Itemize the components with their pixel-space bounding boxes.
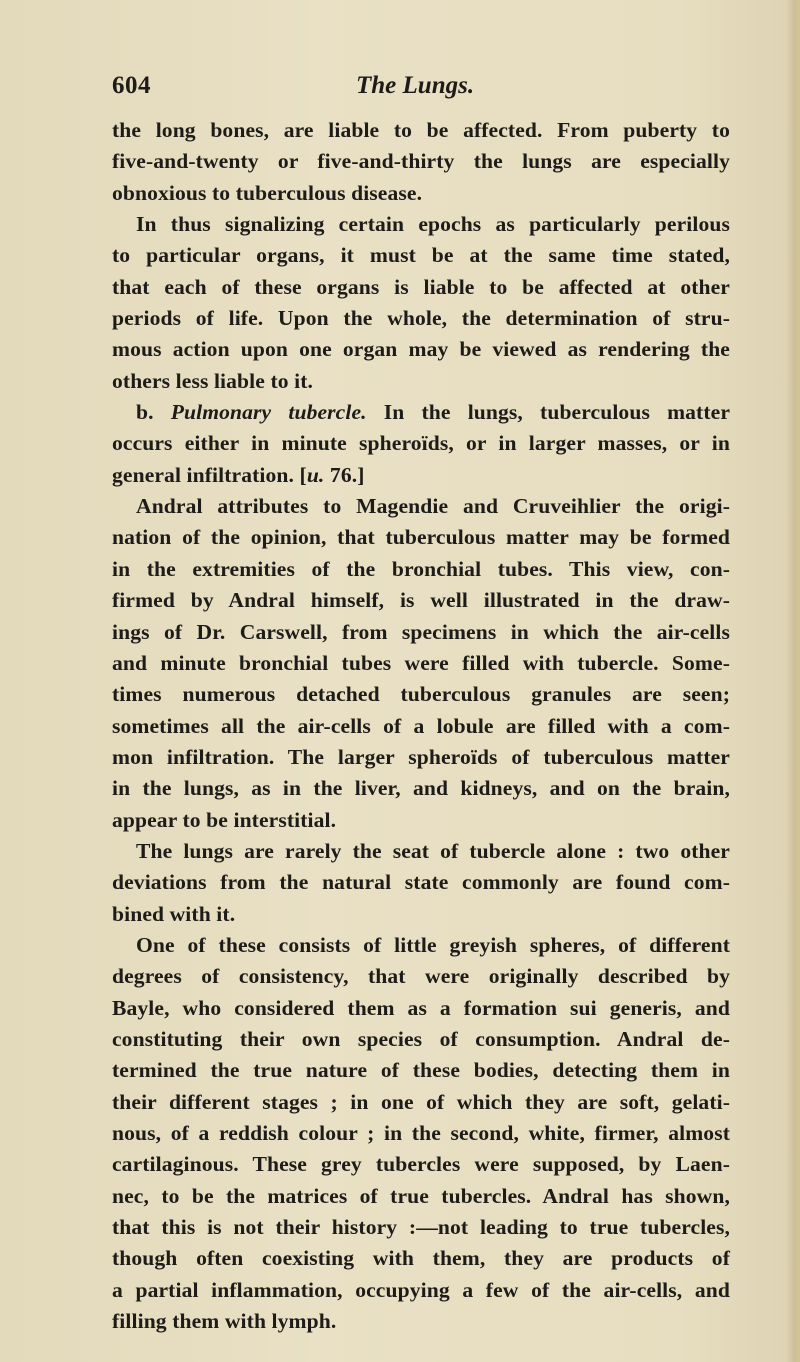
- reference-after: 76.]: [324, 462, 365, 487]
- text-line: their different stages ; in one of which they are soft, gelati-: [112, 1089, 730, 1114]
- text-line: nation of the opinion, that tuberculous matter may be formed: [112, 525, 730, 550]
- text-line: In thus signalizing certain epochs as particularly perilous: [136, 212, 730, 237]
- running-title: The Lungs.: [356, 72, 475, 99]
- text-line: One of these consists of little greyish spheres, of different: [136, 932, 730, 957]
- text-line: constituting their own species of consumption. Andral de-: [112, 1026, 730, 1051]
- text-line: that each of these organs is liable to be affected at other: [112, 274, 730, 299]
- text-line: appear to be interstitial.: [112, 807, 337, 832]
- text-line: nous, of a reddish colour ; in the second, white, firmer, almost: [112, 1121, 730, 1145]
- text-line: to particular organs, it must be at the same time stated,: [112, 243, 730, 268]
- section-title: Pulmonary tubercle.: [170, 400, 367, 425]
- text-line: ings of Dr. Carswell, from specimens in which the air-cells: [112, 619, 730, 644]
- text-line: mon infiltration. The larger spheroïds of tuberculous matter: [112, 744, 730, 769]
- text-line: bined with it.: [112, 901, 236, 926]
- text-line: in the extremities of the bronchial tubes. This view, con-: [112, 556, 730, 581]
- text-line: filling them with lymph.: [112, 1309, 337, 1334]
- text-line: Andral attributes to Magendie and Cruveihlier the origi-: [136, 494, 730, 519]
- text-line: occurs either in minute spheroïds, or in larger masses, or in: [112, 431, 730, 456]
- section-label: b.: [136, 400, 171, 425]
- text-line: mous action upon one organ may be viewed as rendering the: [112, 337, 730, 362]
- page-number: 604: [112, 72, 151, 99]
- page-edge-shadow: [786, 0, 800, 1362]
- reference-abbrev: u.: [306, 462, 325, 487]
- text-line: termined the true nature of these bodies, detecting them in: [112, 1058, 730, 1083]
- page-header: [112, 72, 732, 112]
- text-line: the long bones, are liable to be affected. From puberty to: [112, 118, 730, 142]
- text-line: a partial inflammation, occupying a few of the air-cells, and: [112, 1277, 730, 1302]
- text-line: periods of life. Upon the whole, the determination of stru-: [112, 306, 730, 331]
- text-line: others less liable to it.: [112, 368, 314, 393]
- text-line: that this is not their history :—not leading to true tubercles,: [112, 1215, 730, 1240]
- text-line: five-and-twenty or five-and-thirty the lungs are especially: [112, 149, 730, 174]
- section-text: In the lungs, tuberculous matter: [366, 400, 731, 425]
- text-line: times numerous detached tuberculous granules are seen;: [112, 682, 730, 707]
- text-line: cartilaginous. These grey tubercles were supposed, by Laen-: [112, 1152, 730, 1177]
- text-line: firmed by Andral himself, is well illustrated in the draw-: [112, 588, 730, 613]
- text-line: deviations from the natural state commonly are found com-: [112, 870, 730, 895]
- reference-before: general infiltration. [: [112, 462, 307, 487]
- text-line: nec, to be the matrices of true tubercles. Andral has shown,: [112, 1183, 730, 1208]
- text-line: Bayle, who considered them as a formation sui generis, and: [112, 995, 730, 1020]
- text-line: in the lungs, as in the liver, and kidneys, and on the brain,: [112, 776, 730, 801]
- text-line: The lungs are rarely the seat of tubercle alone : two other: [136, 838, 730, 863]
- text-line: degrees of consistency, that were originally described by: [112, 964, 730, 989]
- text-line: though often coexisting with them, they are products of: [112, 1246, 730, 1271]
- section-heading-line: [112, 397, 730, 428]
- text-line: sometimes all the air-cells of a lobule are filled with a com-: [112, 713, 730, 738]
- text-line: and minute bronchial tubes were filled with tubercle. Some-: [112, 650, 730, 675]
- body-text: [112, 115, 730, 1337]
- text-line-with-reference: [112, 460, 730, 491]
- text-line: obnoxious to tuberculous disease.: [112, 180, 423, 205]
